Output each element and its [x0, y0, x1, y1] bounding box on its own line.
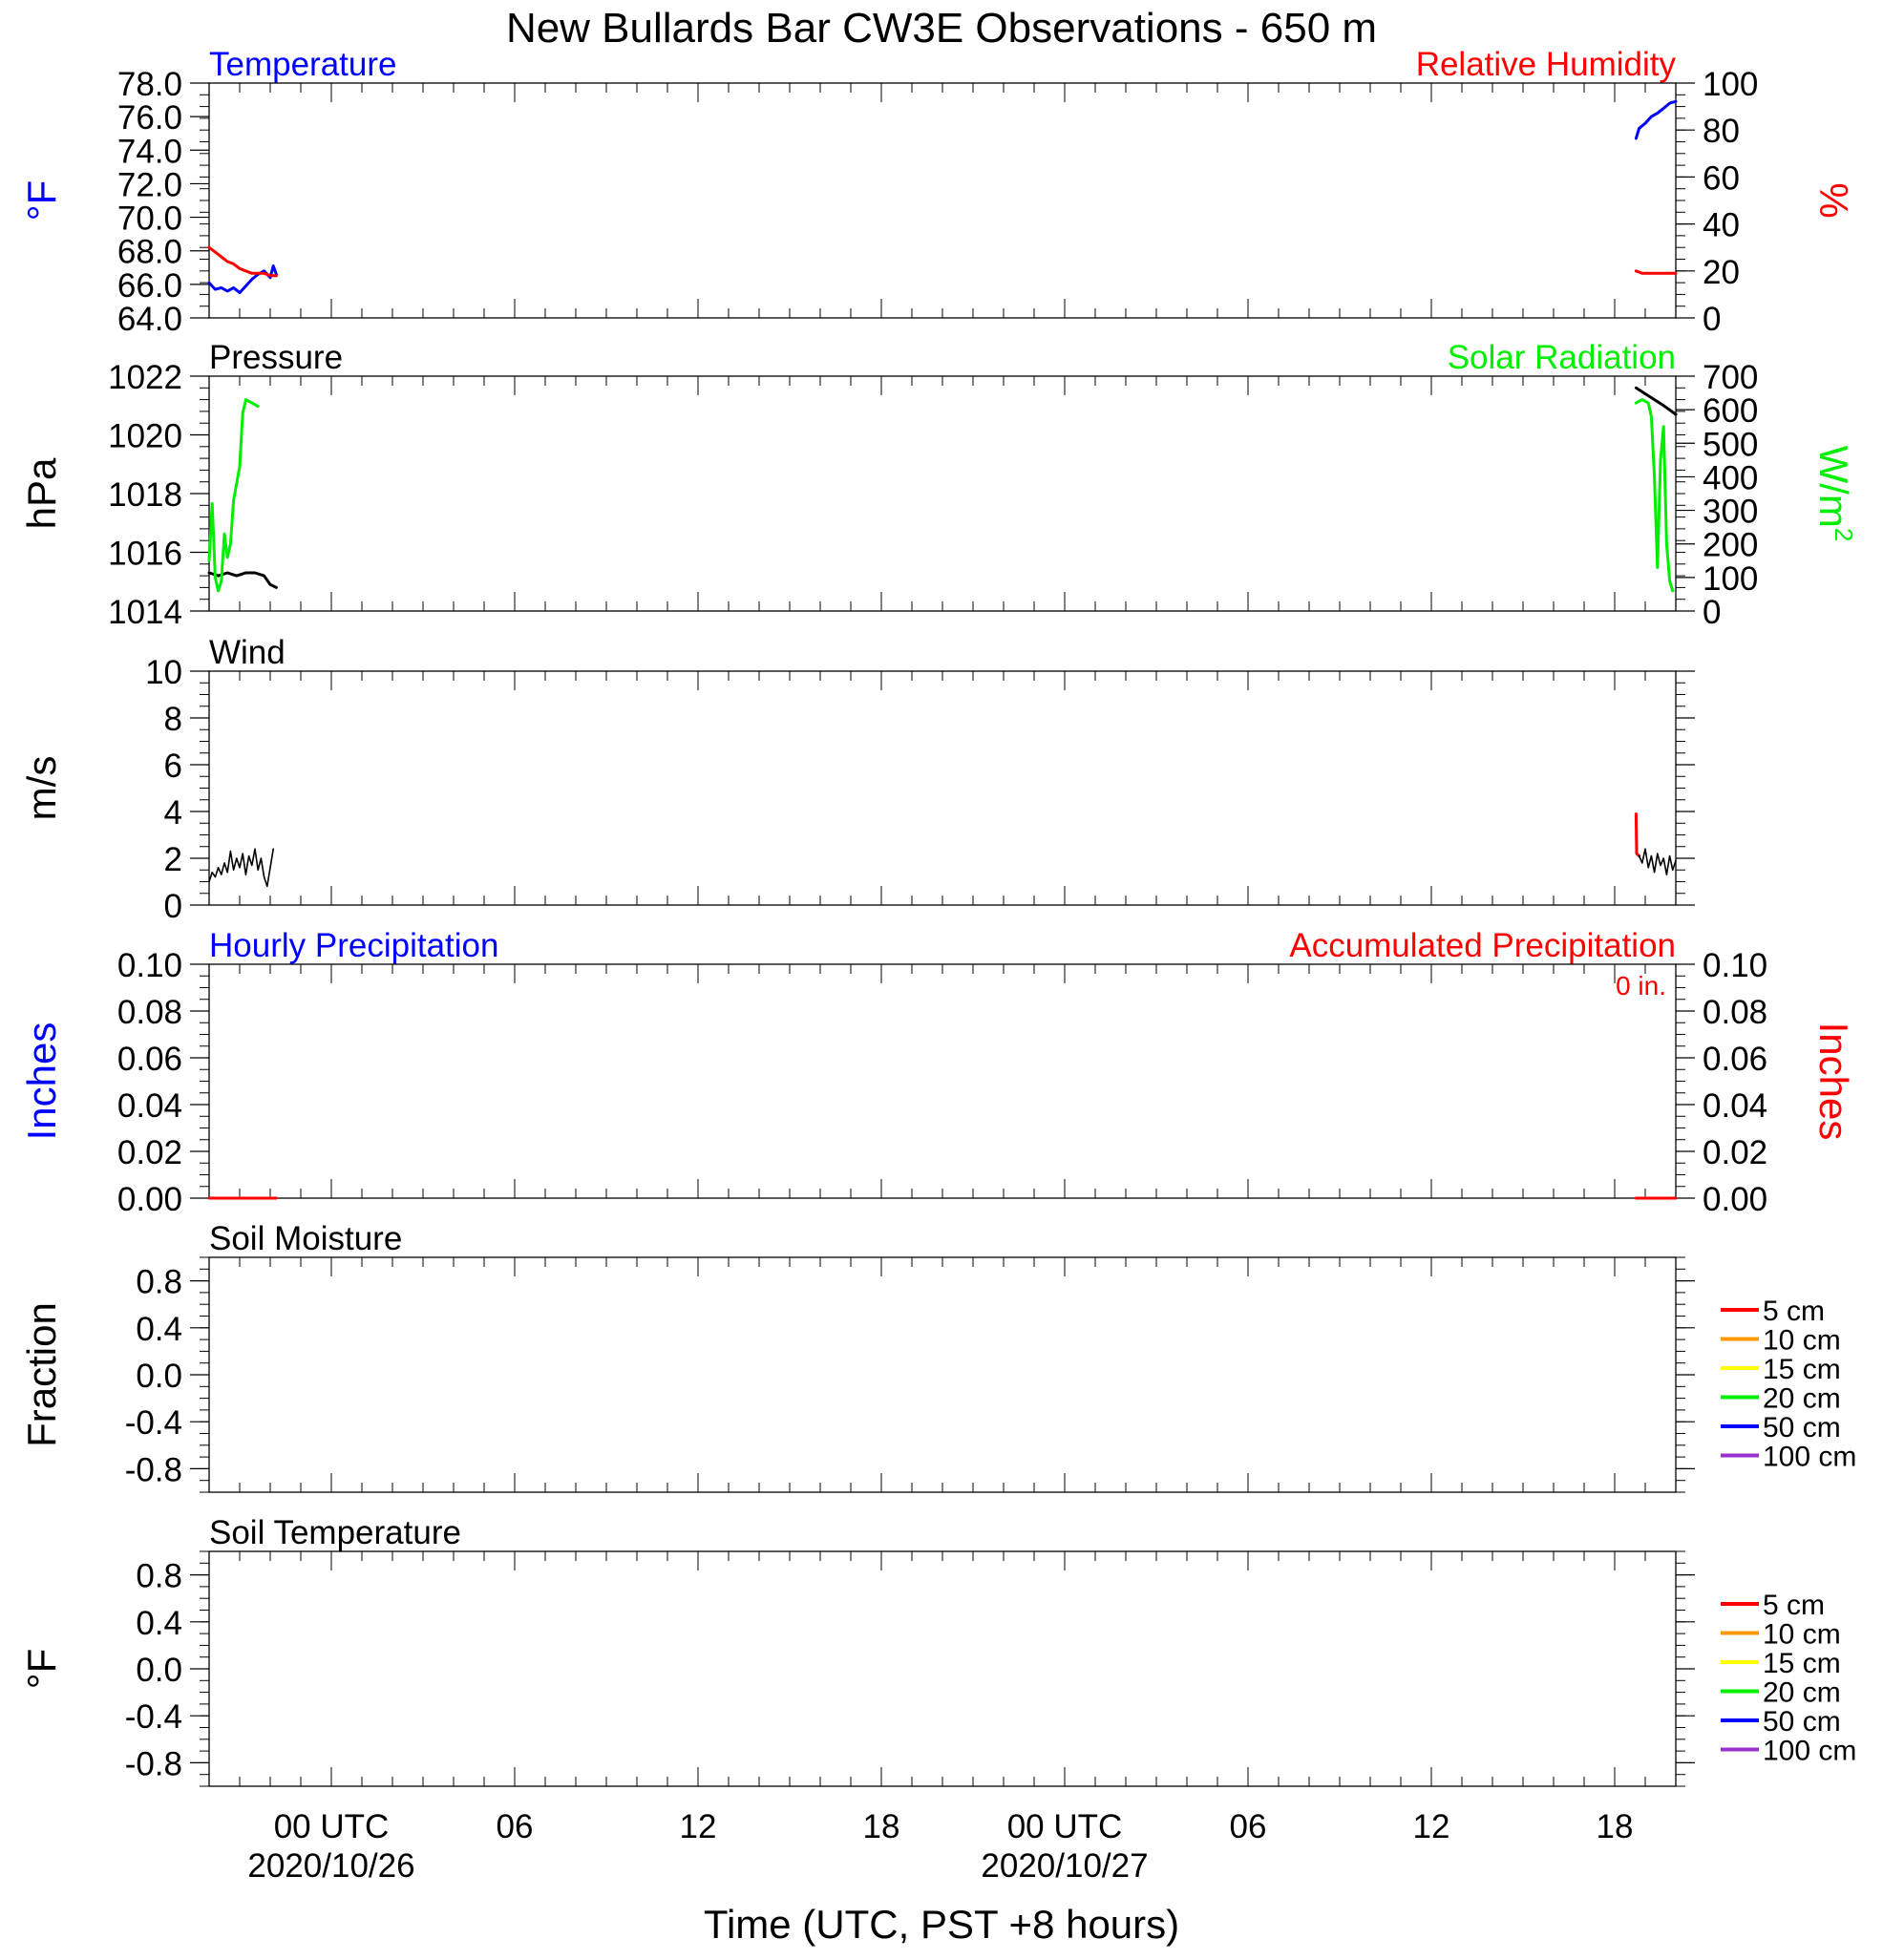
- y-axis-label-left: Fraction: [19, 1302, 64, 1447]
- y2-tick-label: 700: [1703, 359, 1759, 396]
- legend-label: 50 cm: [1763, 1706, 1841, 1738]
- y-tick-label: 1020: [108, 417, 182, 455]
- y-tick-label: 70.0: [116, 200, 182, 238]
- x-tick-label: 18: [862, 1808, 900, 1845]
- panel-5: [19, 1514, 1856, 1786]
- panel-2: [19, 634, 1695, 925]
- plot-frame: [209, 1257, 1676, 1492]
- panel-title-right: Solar Radiation: [1447, 339, 1676, 376]
- y-axis-label-right: Inches: [1811, 1022, 1856, 1141]
- panel-title-right: Relative Humidity: [1415, 46, 1676, 83]
- y-axis-label-left: hPa: [19, 457, 64, 530]
- plot-frame: [209, 376, 1676, 611]
- y-tick-label: 0.00: [116, 1181, 182, 1218]
- y2-tick-label: 0.04: [1703, 1087, 1768, 1125]
- panel-3: [19, 927, 1856, 1218]
- legend-label: 10 cm: [1763, 1324, 1841, 1357]
- x-tick-label: 12: [1412, 1808, 1450, 1845]
- series-line-1: [209, 400, 258, 591]
- y-tick-label: 0.02: [116, 1134, 182, 1171]
- panels: [19, 46, 1858, 1786]
- y2-tick-label: 0: [1703, 301, 1722, 338]
- y-tick-label: 66.0: [116, 266, 182, 305]
- x-tick-label: 18: [1596, 1808, 1634, 1845]
- y-tick-label: 74.0: [116, 133, 182, 171]
- figure-title: New Bullards Bar CW3E Observations - 650 m: [505, 5, 1378, 52]
- y-tick-label: 0.04: [116, 1087, 182, 1125]
- accumulated-annotation: 0 in.: [1616, 971, 1666, 1001]
- series-line-3: [1636, 400, 1672, 591]
- x-tick-label: 12: [679, 1808, 717, 1845]
- y-tick-label: -0.4: [124, 1404, 182, 1443]
- y-tick-label: 1022: [108, 359, 182, 396]
- y-axis-label-right: %: [1811, 182, 1856, 219]
- y-axis-label-superscript: 2: [1830, 527, 1858, 542]
- panel-1: [19, 339, 1858, 631]
- y-tick-label: 10: [145, 654, 182, 691]
- series-line-2: [1636, 101, 1676, 138]
- y2-tick-label: 0: [1703, 594, 1722, 631]
- y-tick-label: 78.0: [116, 66, 182, 103]
- legend-label: 50 cm: [1763, 1412, 1841, 1444]
- y-tick-label: 64.0: [116, 301, 182, 338]
- x-tick-label: 00 UTC: [273, 1808, 390, 1845]
- legend-label: 5 cm: [1763, 1296, 1826, 1327]
- y-tick-label: 1016: [108, 535, 182, 573]
- legend-label: 15 cm: [1763, 1354, 1841, 1385]
- y-axis-label-right: $W/m^2$: [1811, 445, 1858, 542]
- y-axis-label-left: Inches: [19, 1022, 64, 1141]
- y2-tick-label: 300: [1703, 493, 1759, 531]
- panel-title-left: Hourly Precipitation: [209, 927, 499, 964]
- y-tick-label: 0.4: [136, 1604, 182, 1642]
- plot-frame: [209, 964, 1676, 1198]
- y-tick-label: 8: [163, 701, 182, 738]
- x-tick-label: 00 UTC: [1006, 1808, 1123, 1845]
- legend-label: 5 cm: [1763, 1590, 1826, 1621]
- x-tick-label: 06: [1229, 1808, 1267, 1845]
- legend-label: 100 cm: [1763, 1735, 1857, 1767]
- y-tick-label: 1014: [108, 594, 182, 631]
- y-tick-label: 4: [163, 794, 182, 832]
- x-axis-label: Time (UTC, PST +8 hours): [703, 1902, 1180, 1947]
- y2-tick-label: 500: [1703, 426, 1759, 464]
- panel-title-left: Wind: [209, 634, 286, 671]
- y-tick-label: 0.0: [136, 1358, 182, 1395]
- plot-frame: [209, 1551, 1676, 1786]
- series-line-1: [1636, 814, 1639, 856]
- y-tick-label: 0.4: [136, 1310, 182, 1348]
- legend-label: 100 cm: [1763, 1441, 1857, 1473]
- time-axis: [247, 1808, 1633, 1885]
- y-tick-label: -0.8: [124, 1451, 182, 1489]
- x-tick-date: 2020/10/26: [247, 1847, 415, 1885]
- panel-title-left: Soil Moisture: [209, 1220, 403, 1257]
- y-tick-label: 0.06: [116, 1041, 182, 1078]
- y-tick-label: -0.4: [124, 1698, 182, 1737]
- y-axis-label-left: °F: [19, 179, 64, 221]
- series-line-0: [209, 849, 273, 886]
- legend-label: 20 cm: [1763, 1382, 1841, 1415]
- y-axis-label-left: m/s: [19, 755, 64, 821]
- y2-tick-label: 200: [1703, 526, 1759, 564]
- legend-label: 10 cm: [1763, 1618, 1841, 1651]
- panel-4: [19, 1220, 1856, 1492]
- y2-tick-label: 0.06: [1703, 1041, 1768, 1078]
- y2-tick-label: 20: [1703, 253, 1740, 291]
- panel-title-left: Temperature: [209, 46, 397, 83]
- x-tick-date: 2020/10/27: [981, 1847, 1149, 1885]
- y-tick-label: 0.08: [116, 994, 182, 1031]
- panel-title-left: Soil Temperature: [209, 1514, 461, 1551]
- y2-tick-label: 600: [1703, 392, 1759, 431]
- panel-0: [19, 46, 1856, 338]
- y-tick-label: 0.8: [136, 1557, 182, 1595]
- y2-tick-label: 400: [1703, 459, 1759, 497]
- y2-tick-label: 60: [1703, 159, 1740, 198]
- y-tick-label: 2: [163, 841, 182, 878]
- y-tick-label: 6: [163, 748, 182, 785]
- y-tick-label: 68.0: [116, 233, 182, 271]
- y2-tick-label: 80: [1703, 113, 1740, 151]
- y-tick-label: 0.0: [136, 1652, 182, 1689]
- series-line-2: [1640, 849, 1676, 875]
- plot-frame: [209, 671, 1676, 905]
- plot-frame: [209, 83, 1676, 318]
- panel-title-left: Pressure: [209, 339, 344, 376]
- y-tick-label: 72.0: [116, 166, 182, 204]
- panel-title-right: Accumulated Precipitation: [1289, 927, 1676, 964]
- y-tick-label: 1018: [108, 476, 182, 514]
- y-tick-label: -0.8: [124, 1745, 182, 1783]
- y-tick-label: 0.8: [136, 1263, 182, 1301]
- y-tick-label: 0.10: [116, 947, 182, 984]
- y2-tick-label: 40: [1703, 206, 1740, 244]
- y-tick-label: 0: [163, 888, 182, 925]
- y2-tick-label: 100: [1703, 66, 1759, 103]
- y2-tick-label: 0.08: [1703, 994, 1768, 1031]
- y2-tick-label: 100: [1703, 559, 1759, 598]
- y2-tick-label: 0.02: [1703, 1134, 1768, 1171]
- y2-tick-label: 0.10: [1703, 947, 1768, 984]
- legend-label: 15 cm: [1763, 1648, 1841, 1679]
- series-line-3: [1636, 271, 1676, 274]
- x-tick-label: 06: [496, 1808, 534, 1845]
- y-tick-label: 76.0: [116, 99, 182, 137]
- y-axis-label-left: °F: [19, 1648, 64, 1690]
- legend-label: 20 cm: [1763, 1676, 1841, 1709]
- y2-tick-label: 0.00: [1703, 1181, 1768, 1218]
